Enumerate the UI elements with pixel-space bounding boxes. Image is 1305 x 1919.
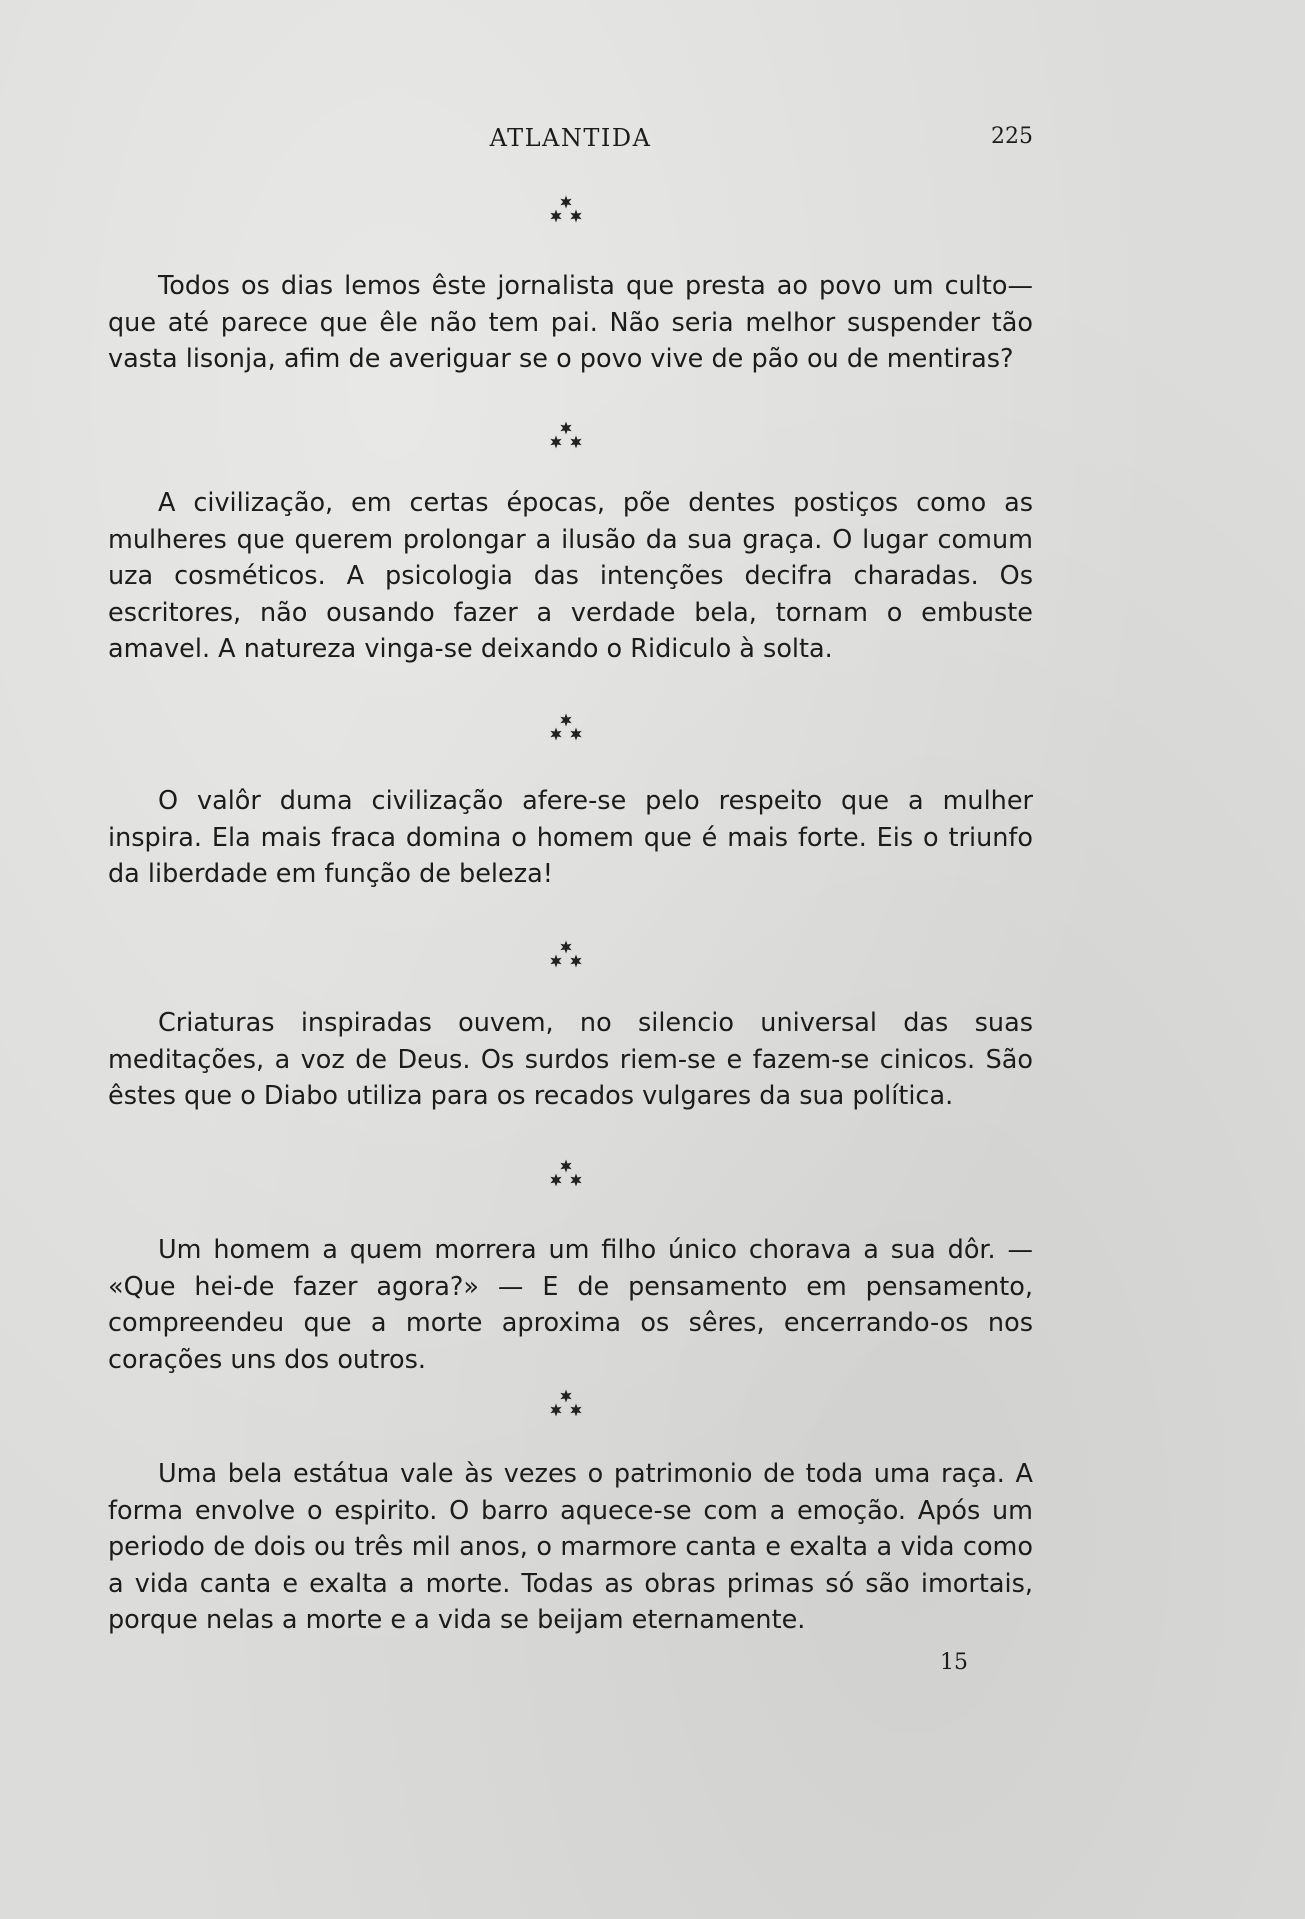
asterism-divider [0, 710, 1305, 750]
asterism-star-2 [550, 1174, 561, 1187]
asterism-star-1 [560, 941, 571, 954]
paragraph: Criaturas inspiradas ouvem, no silencio universal das suas meditações, a voz de Deus. Os surdos riem-se e fazem-se cinicos. São êstes que o Diabo utiliza para os recados vulgares da sua política. [108, 1008, 1033, 1111]
asterism-star-3 [570, 955, 581, 968]
asterism-divider [0, 1156, 1305, 1196]
asterism-star-3 [570, 1404, 581, 1417]
asterism-star-2 [550, 955, 561, 968]
paragraph: Um homem a quem morrera um filho único chorava a sua dôr. — «Que hei-de fazer agora?» — E de pensamento em pensamento, compreendeu que a morte aproxima os sêres, encerrando-os nos corações uns dos outros. [108, 1235, 1033, 1375]
asterism-star-2 [550, 436, 561, 449]
asterism-star-3 [570, 728, 581, 741]
asterism-star-3 [570, 1174, 581, 1187]
asterism-star-1 [560, 196, 571, 209]
asterism-glyph [0, 1156, 1305, 1196]
paragraph: A civilização, em certas épocas, põe dentes postiços como as mulheres que querem prolongar a ilusão da sua graça. O lugar comum uza cosméticos. A psicologia das intenções decifra charadas. Os escritores, não ousando fazer a verdade bela, tornam o embuste amavel. A natureza vinga-se deixando o Ridiculo à solta. [108, 488, 1033, 664]
signature-mark: 15 [940, 1650, 968, 1675]
asterism-divider [0, 1386, 1305, 1426]
asterism-glyph [0, 1386, 1305, 1426]
asterism-star-3 [570, 436, 581, 449]
asterism-star-1 [560, 422, 571, 435]
asterism-star-1 [560, 1160, 571, 1173]
asterism-divider [0, 418, 1305, 458]
asterism-star-2 [550, 728, 561, 741]
asterism-divider [0, 192, 1305, 232]
asterism-star-1 [560, 1390, 571, 1403]
asterism-star-3 [570, 210, 581, 223]
page-number: 225 [991, 124, 1033, 149]
running-head: ATLANTIDA [489, 124, 652, 152]
paragraph: Todos os dias lemos êste jornalista que presta ao povo um culto—que até parece que êle não tem pai. Não seria melhor suspender tão vasta lisonja, afim de averiguar se o povo vive de pão ou de mentiras? [108, 271, 1033, 374]
asterism-glyph [0, 937, 1305, 977]
asterism-star-1 [560, 714, 571, 727]
asterism-star-2 [550, 1404, 561, 1417]
asterism-glyph [0, 710, 1305, 750]
asterism-divider [0, 937, 1305, 977]
paragraph: O valôr duma civilização afere-se pelo respeito que a mulher inspira. Ela mais fraca domina o homem que é mais forte. Eis o triunfo da liberdade em função de beleza! [108, 786, 1033, 889]
asterism-glyph [0, 418, 1305, 458]
asterism-star-2 [550, 210, 561, 223]
asterism-glyph [0, 192, 1305, 232]
page-header [108, 124, 1033, 160]
paragraph: Uma bela estátua vale às vezes o patrimonio de toda uma raça. A forma envolve o espirito. O barro aquece-se com a emoção. Após um periodo de dois ou três mil anos, o marmore canta e exalta a vida como a vida canta e exalta a morte. Todas as obras primas só são imortais, porque nelas a morte e a vida se beijam eternamente. [108, 1459, 1033, 1635]
